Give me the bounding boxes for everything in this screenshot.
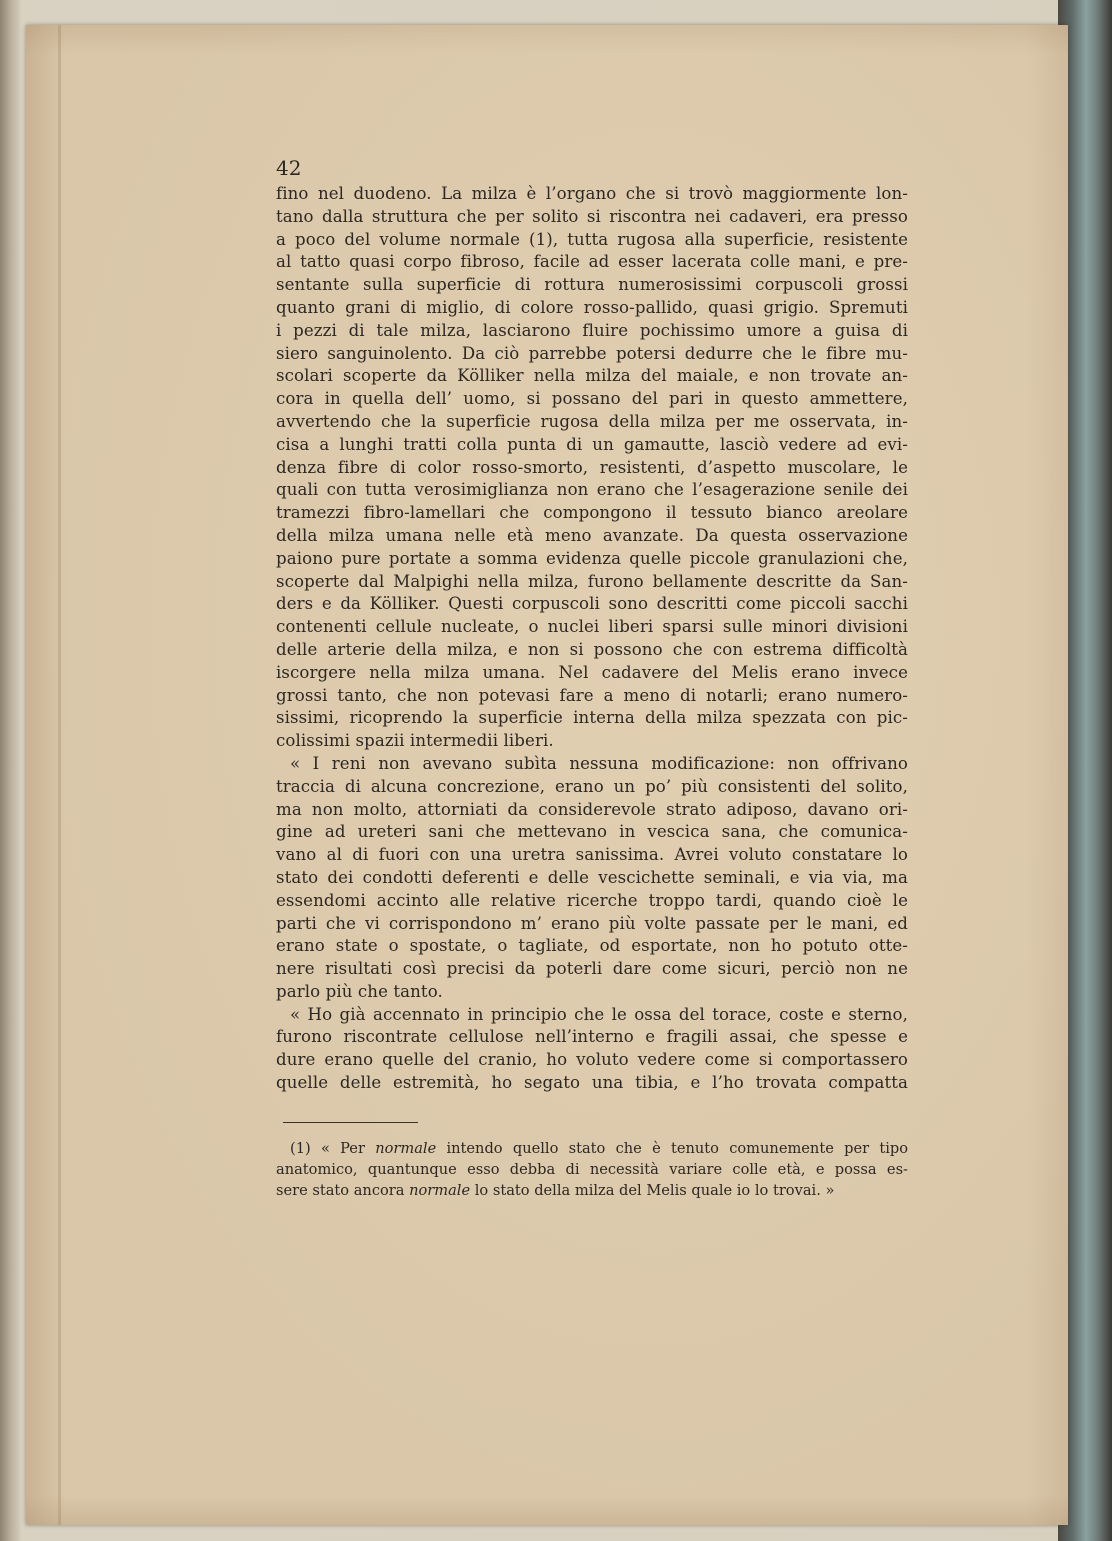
text-line: nere risultati così precisi da poterli dare come sicuri, perciò non ne	[276, 959, 908, 979]
text-line: grossi tanto, che non potevasi fare a meno di notarli; erano numero-	[276, 685, 908, 705]
text-line: colissimi spazii intermedii liberi.	[276, 731, 554, 751]
text-line: contenenti cellule nucleate, o nuclei liberi sparsi sulle minori divisioni	[276, 617, 908, 637]
text-line: a poco del volume normale (1), tutta rugosa alla superficie, resistente	[276, 229, 908, 249]
footnote-divider	[283, 1122, 418, 1123]
text-line: dure erano quelle del cranio, ho voluto vedere come si comportassero	[276, 1050, 908, 1070]
footnote-emphasis: normale	[375, 1140, 437, 1157]
footnote-emphasis: normale	[409, 1181, 471, 1199]
text-line: al tatto quasi corpo fibroso, facile ad esser lacerata colle mani, e pre-	[276, 252, 908, 272]
text-line: della milza umana nelle età meno avanzate. Da questa osservazione	[276, 525, 908, 545]
text-line: stato dei condotti deferenti e delle vescichette seminali, e via via, ma	[276, 867, 908, 887]
footnote-text: lo stato della milza del Melis quale io lo trovai. »	[470, 1181, 835, 1199]
text-line: sentante sulla superficie di rottura numerosissimi corpuscoli grossi	[276, 275, 908, 295]
footnote-text: sere stato ancora	[276, 1181, 410, 1199]
text-line: cisa a lunghi tratti colla punta di un gamautte, lasciò vedere ad evi-	[276, 434, 908, 454]
text-line: cora in quella dell’ uomo, si possano del pari in questo ammettere,	[276, 389, 908, 409]
text-line: parti che vi corrispondono m’ erano più volte passate per le mani, ed	[276, 913, 908, 933]
text-line: scoperte dal Malpighi nella milza, furono bellamente descritte da San-	[276, 571, 908, 591]
text-line: iscorgere nella milza umana. Nel cadavere del Melis erano invece	[276, 662, 908, 682]
footnote-text: (1) « Per	[290, 1140, 376, 1157]
text-line: tramezzi fibro-lamellari che compongono il tessuto bianco areolare	[276, 503, 908, 523]
footnote-line	[276, 1139, 908, 1160]
text-line: i pezzi di tale milza, lasciarono fluire pochissimo umore a guisa di	[276, 320, 908, 340]
text-line: avvertendo che la superficie rugosa della milza per me osservata, in-	[276, 411, 908, 431]
text-line: « Ho già accennato in principio che le ossa del torace, coste e sterno,	[290, 1004, 908, 1024]
text-line: vano al di fuori con una uretra sanissima. Avrei voluto constatare lo	[276, 845, 908, 865]
text-line: « I reni non avevano subìta nessuna modificazione: non offrivano	[290, 753, 908, 773]
text-line: gine ad ureteri sani che mettevano in vescica sana, che comunica-	[276, 822, 908, 842]
footnote-text: intendo quello stato che è tenuto comunemente per tipo	[436, 1140, 908, 1157]
text-line: tano dalla struttura che per solito si riscontra nei cadaveri, era presso	[276, 206, 908, 226]
text-line: siero sanguinolento. Da ciò parrebbe potersi dedurre che le fibre mu-	[276, 343, 908, 363]
text-line: fino nel duodeno. La milza è l’organo che si trovò maggiormente lon-	[276, 184, 908, 203]
text-line: scolari scoperte da Kölliker nella milza del maiale, e non trovate an-	[276, 366, 908, 386]
body-text	[276, 183, 908, 1095]
text-line: delle arterie della milza, e non si possono che con estrema difficoltà	[276, 639, 908, 659]
footnote-line	[276, 1181, 908, 1202]
text-line: quanto grani di miglio, di colore rosso-pallido, quasi grigio. Spremuti	[276, 297, 908, 317]
footnote	[276, 1139, 908, 1201]
text-line: quali con tutta verosimiglianza non erano che l’esagerazione senile dei	[276, 480, 908, 500]
page-gutter-shadow	[58, 25, 61, 1525]
text-line: ders e da Kölliker. Questi corpuscoli sono descritti come piccoli sacchi	[276, 594, 908, 614]
text-line: erano state o spostate, o tagliate, od esportate, non ho potuto otte-	[276, 936, 908, 956]
footnote-line: anatomico, quantunque esso debba di necessità variare colle età, e possa es-	[276, 1160, 908, 1178]
text-line: furono riscontrate cellulose nell’interno e fragili assai, che spesse e	[276, 1027, 908, 1047]
text-line: sissimi, ricoprendo la superficie interna della milza spezzata con pic-	[276, 708, 908, 728]
text-line: ma non molto, attorniati da considerevole strato adiposo, davano ori-	[276, 799, 908, 819]
text-line: traccia di alcuna concrezione, erano un po’ più consistenti del solito,	[276, 776, 908, 796]
text-line: quelle delle estremità, ho segato una tibia, e l’ho trovata compatta	[276, 1073, 908, 1093]
page-number: 42	[276, 156, 302, 180]
text-line: denza fibre di color rosso-smorto, resistenti, d’aspetto muscolare, le	[276, 457, 908, 477]
text-line: paiono pure portate a somma evidenza quelle piccole granulazioni che,	[276, 548, 908, 568]
text-line: parlo più che tanto.	[276, 981, 443, 1001]
text-line: essendomi accinto alle relative ricerche troppo tardi, quando cioè le	[276, 890, 908, 910]
